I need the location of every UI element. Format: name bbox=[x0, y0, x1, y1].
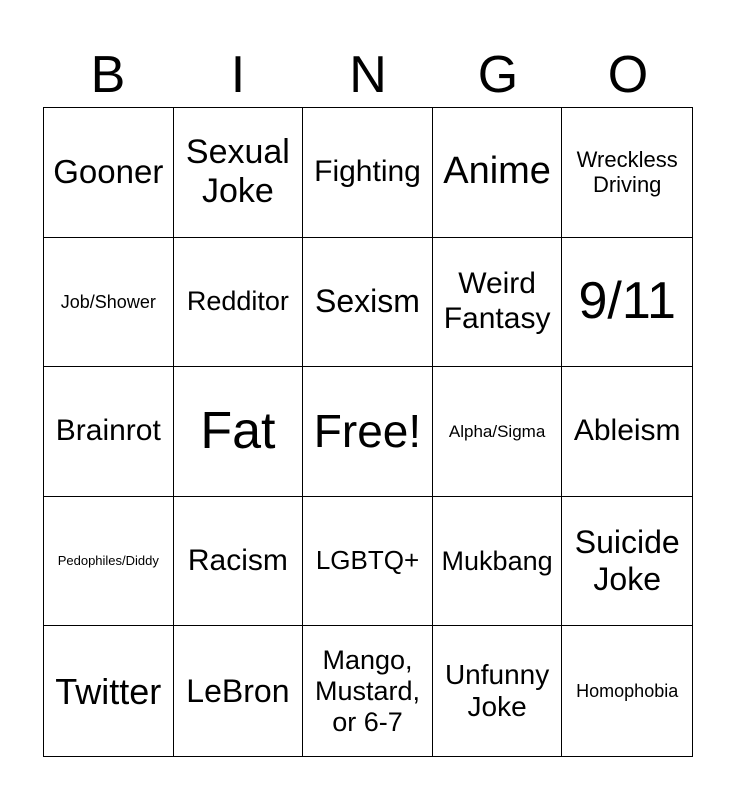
bingo-cell-text: Wreckless Driving bbox=[576, 147, 678, 198]
header-letter-i: I bbox=[230, 46, 246, 104]
header-letter-n: N bbox=[349, 46, 387, 104]
bingo-cell[interactable] bbox=[303, 108, 433, 238]
bingo-cell-text: Free! bbox=[313, 405, 422, 458]
bingo-cell-text: Mukbang bbox=[441, 545, 553, 576]
bingo-header bbox=[43, 42, 693, 108]
bingo-cell[interactable] bbox=[562, 367, 692, 497]
bingo-cell[interactable] bbox=[44, 367, 174, 497]
bingo-cell[interactable] bbox=[433, 626, 563, 756]
bingo-grid bbox=[43, 107, 693, 757]
bingo-cell-text: Suicide Joke bbox=[574, 524, 680, 598]
bingo-cell[interactable] bbox=[303, 626, 433, 756]
bingo-cell[interactable] bbox=[562, 497, 692, 627]
bingo-cell[interactable] bbox=[433, 367, 563, 497]
header-letter-g: G bbox=[477, 46, 519, 104]
bingo-cell-text: Brainrot bbox=[55, 414, 161, 448]
bingo-cell-text: Twitter bbox=[55, 670, 162, 712]
bingo-cell[interactable] bbox=[174, 238, 304, 368]
bingo-cell-text: Ableism bbox=[573, 414, 681, 448]
bingo-cell-text: Unfunny Joke bbox=[444, 659, 550, 723]
bingo-cell[interactable] bbox=[303, 497, 433, 627]
bingo-cell-text: LGBTQ+ bbox=[315, 545, 420, 576]
bingo-cell[interactable] bbox=[44, 108, 174, 238]
bingo-cell-text: Weird Fantasy bbox=[443, 267, 551, 335]
bingo-cell-text: Racism bbox=[187, 543, 288, 577]
bingo-cell[interactable] bbox=[174, 108, 304, 238]
bingo-cell-text: Job/Shower bbox=[60, 291, 156, 312]
bingo-cell[interactable] bbox=[174, 367, 304, 497]
bingo-cell-text: Alpha/Sigma bbox=[448, 421, 546, 441]
bingo-cell-text: 9/11 bbox=[578, 271, 676, 330]
bingo-cell[interactable] bbox=[433, 497, 563, 627]
header-letter-b: B bbox=[90, 46, 126, 104]
bingo-cell[interactable] bbox=[562, 626, 692, 756]
bingo-cell-text: Pedophiles/Diddy bbox=[57, 552, 159, 568]
bingo-cell-text: Sexism bbox=[315, 283, 420, 320]
bingo-cell-text: Fat bbox=[200, 401, 276, 460]
bingo-cell[interactable] bbox=[433, 108, 563, 238]
bingo-cell[interactable] bbox=[44, 238, 174, 368]
bingo-cell[interactable] bbox=[562, 238, 692, 368]
bingo-cell-text: Sexual Joke bbox=[185, 133, 290, 211]
bingo-cell[interactable] bbox=[303, 238, 433, 368]
bingo-cell-text: Mango, Mustard, or 6-7 bbox=[314, 644, 421, 737]
bingo-cell[interactable] bbox=[44, 626, 174, 756]
bingo-cell[interactable] bbox=[174, 626, 304, 756]
header-letter-o: O bbox=[607, 46, 649, 104]
bingo-cell-text: Anime bbox=[443, 150, 551, 193]
bingo-cell[interactable] bbox=[562, 108, 692, 238]
bingo-cell[interactable] bbox=[433, 238, 563, 368]
bingo-cell[interactable] bbox=[44, 497, 174, 627]
bingo-cell-text: Redditor bbox=[186, 286, 289, 317]
bingo-cell-text: Fighting bbox=[314, 155, 421, 189]
bingo-cell[interactable] bbox=[303, 367, 433, 497]
bingo-cell[interactable] bbox=[174, 497, 304, 627]
bingo-cell-text: Gooner bbox=[53, 153, 164, 191]
bingo-cell-text: Homophobia bbox=[576, 680, 679, 701]
bingo-cell-text: LeBron bbox=[186, 672, 290, 709]
